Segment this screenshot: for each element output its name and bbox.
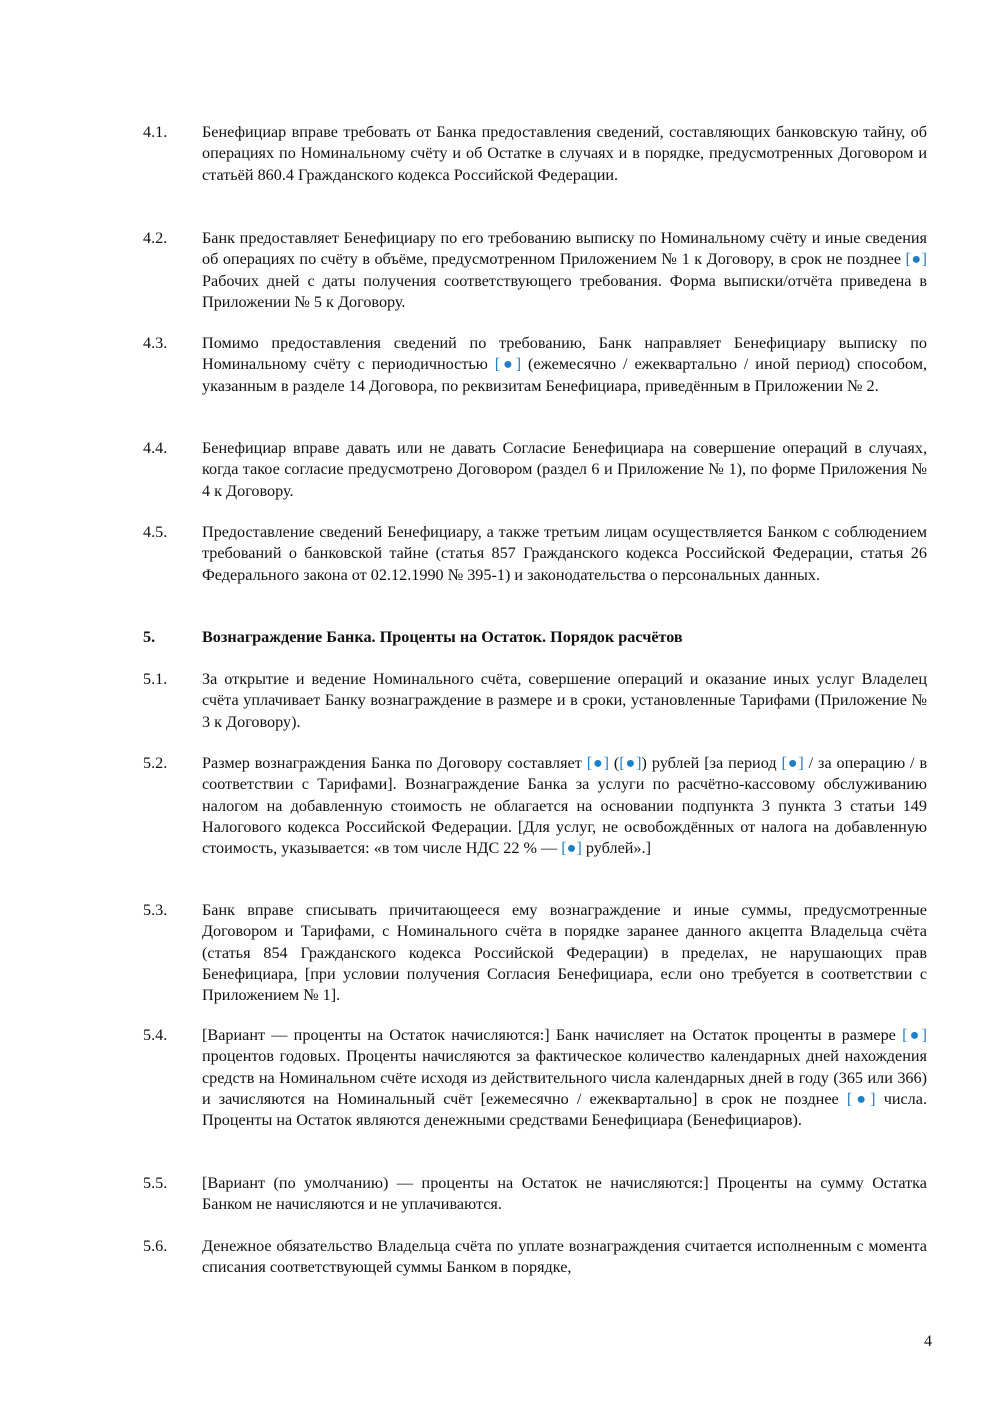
clause-text-part: Размер вознаграждения Банка по Договору составляет [202,754,582,772]
clause-text-part: Рабочих дней с даты получения соответствующего требования. Форма выписки/отчёта приведена в Приложении № 5 к Договору. [202,271,927,311]
clause-text: Бенефициар вправе требовать от Банка предоставления сведений, составляющих банковскую тайну, об операциях по Номинальному счёту и об Остатке в случаях и в порядке, предусмотренных Договором и статьёй 860.4 Гражданского кодекса Российской Федерации. [202,123,927,184]
clause-text-part: рублей».] [585,839,651,858]
clause-4-2 [143,228,927,313]
clause-text-part: ( [613,754,620,772]
clause-text [202,1025,927,1131]
clause-number: 4.5. [143,523,168,541]
clause-number: 5.2. [143,754,168,772]
clause-number: 5.1. [143,670,168,688]
clause-text: За открытие и ведение Номинального счёта, совершение операций и оказание иных услуг Владелец счёта уплачивает Банку вознаграждение в размере и в сроки, установленные Тарифами (Приложение № 3 к Договору). [202,670,927,731]
clause-4-3 [143,333,927,397]
clause-text: [Вариант (по умолчанию) — проценты на Остаток не начисляются:] Проценты на сумму Остатка Банком не начисляются и не уплачиваются. [202,1174,927,1214]
placeholder-mark: [●] [494,355,522,374]
clause-text-part: [Вариант — проценты на Остаток начисляются:] Банк начисляет на Остаток проценты в размере [202,1026,896,1044]
placeholder-mark: [●] [902,1026,928,1044]
clause-5-5 [143,1173,927,1216]
clause-4-1 [143,122,927,186]
placeholder-mark: [●] [619,754,642,772]
clause-number: 4.4. [143,439,168,457]
clause-number: 4.3. [143,334,168,352]
section-title: Вознаграждение Банка. Проценты на Остаток. Порядок расчётов [202,628,683,646]
clause-5-2 [143,753,927,859]
clause-5-1 [143,669,927,733]
clause-text [202,333,927,397]
clause-text: Банк вправе списывать причитающееся ему вознаграждение и иные суммы, предусмотренные Договором и Тарифами, с Номинального счёта в порядке заранее данного акцепта Владельца счёта (статья 854 Гражданского кодекса Российской Федерации) в пределах, не нарушающих прав Бенефициара, [при условии получения Согласия Бенефициара, если оно требуется в соответствии с Приложением № 1]. [202,901,927,1005]
clause-text: Предоставление сведений Бенефициару, а также третьим лицам осуществляется Банком с соблюдением требований о банковской тайне (статья 857 Гражданского кодекса Российской Федерации, статья 26 Федерального закона от 02.12.1990 № 395-1) и законодательства о персональных данных. [202,523,927,584]
placeholder-mark: [●] [586,754,609,772]
clause-number: 4.1. [143,123,168,141]
section-number: 5. [143,628,156,646]
page-number: 4 [924,1333,932,1350]
clause-number: 5.3. [143,901,168,919]
clause-text: Бенефициар вправе давать или не давать Согласие Бенефициара на совершение операций в случаях, когда такое согласие предусмотрено Договором (раздел 6 и Приложение № 1), по форме Приложения № 4 к Договору. [202,439,927,500]
clause-text-part: / за операцию / в соответствии с Тарифами]. Вознаграждение Банка за услуги по расчётно-кассовому обслуживанию налогом на добавленную стоимость не облагается на основании подпункта 3 пункта 3 статьи 149 Налогового кодекса Российской Федерации. [Для услуг, не освобождённых от налога на добавленную стоимость, указывается: «в том числе НДС 22 % — [202,754,928,858]
placeholder-mark: [●] [781,754,804,772]
placeholder-mark: [●] [561,839,582,858]
clause-text-part: числа. Проценты на Остаток являются денежными средствами Бенефициара (Бенефициаров). [202,1089,927,1130]
clause-4-5 [143,522,927,586]
clause-number: 5.4. [143,1026,168,1044]
clause-4-4 [143,438,927,502]
section-heading-5 [143,627,927,648]
clause-number: 4.2. [143,229,168,247]
clause-text-part: Банк предоставляет Бенефициару по его требованию выписку по Номинальному счёту и иные сведения об операциях по счёту в объёме, предусмотренном Приложением № 1 к Договору, в срок не позднее [202,229,927,269]
clause-text-part: (ежемесячно / ежеквартально / иной период) способом, указанным в разделе 14 Договора, по реквизитам Бенефициара, приведённым в Приложении № 2. [202,355,928,395]
clause-text-part: ) рублей [за период [641,754,777,772]
clause-text [202,753,927,859]
clause-5-3 [143,900,927,1006]
placeholder-mark: [●] [905,250,928,269]
clause-text-part: процентов годовых. Проценты начисляются за фактическое количество календарных дней нахождения средств на Номинальном счёте исходя из действительного числа календарных дней в году (365 или 366) и зачисляются на Номинальный счёт [ежемесячно / ежеквартально] в срок не позднее [202,1047,927,1108]
placeholder-mark: [●] [846,1089,876,1108]
clause-number: 5.6. [143,1237,168,1255]
clause-text [202,228,927,313]
clause-number: 5.5. [143,1174,168,1192]
clause-5-4 [143,1025,927,1131]
clause-text-part: Помимо предоставления сведений по требованию, Банк направляет Бенефициару выписку по Номинальному счёту с периодичностью [202,334,927,374]
clause-text: Денежное обязательство Владельца счёта по уплате вознаграждения считается исполненным с момента списания соответствующей суммы Банком в порядке, [202,1237,927,1277]
clause-5-6 [143,1236,927,1279]
